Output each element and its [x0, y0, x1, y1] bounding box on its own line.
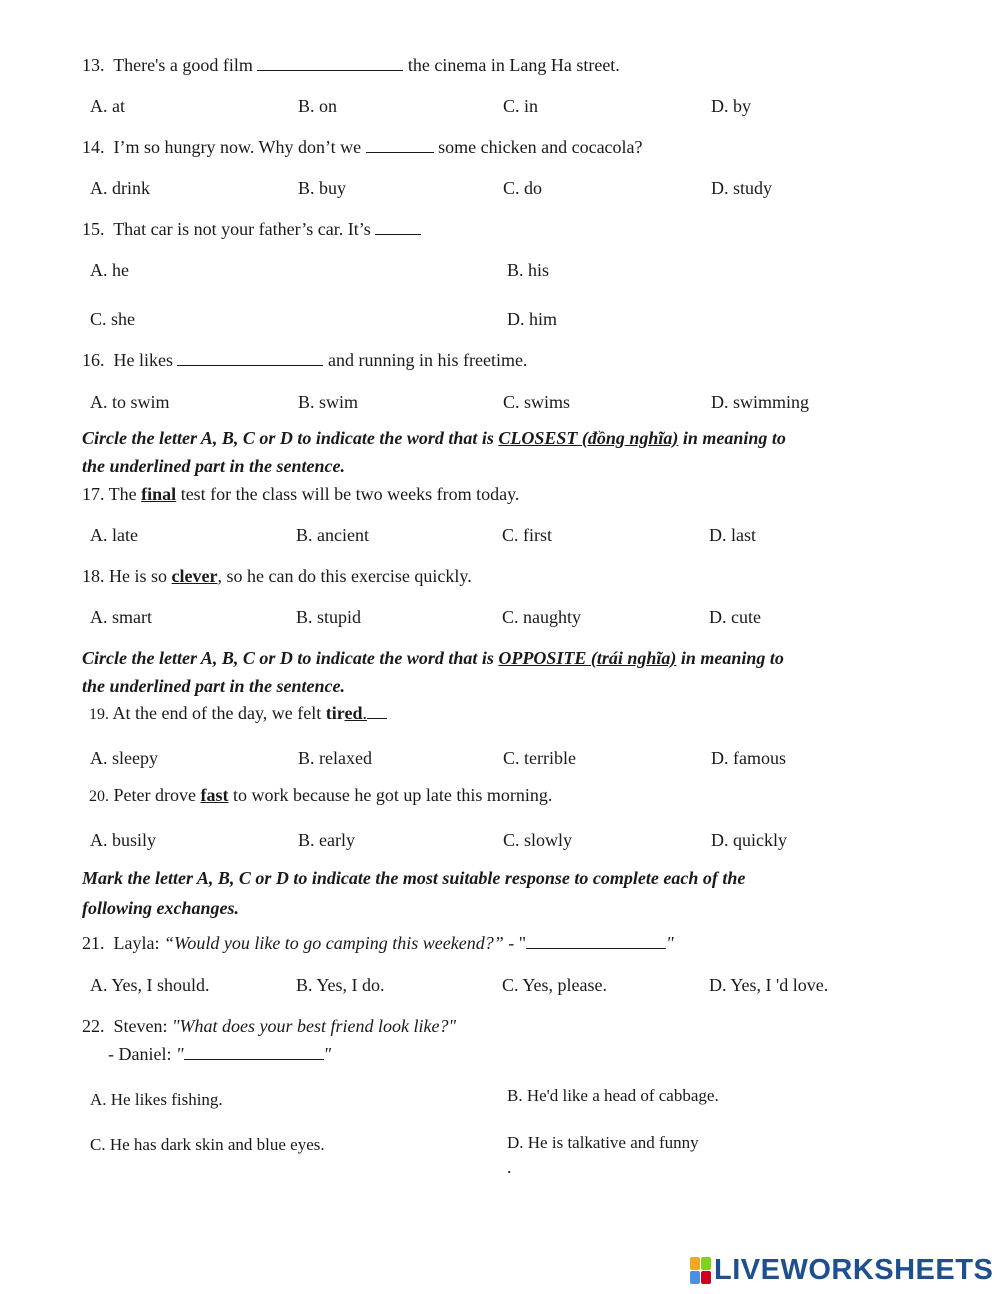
option-d[interactable]: D. swimming [711, 392, 810, 412]
underlined-word: final [141, 484, 177, 504]
trailing-period: . [507, 1157, 512, 1177]
option-a[interactable]: A. to swim [90, 392, 170, 412]
question-number: 15. [82, 219, 105, 239]
option-d[interactable]: D. Yes, I 'd love. [709, 975, 829, 995]
question-15: 15. That car is not your father’s car. It’s [82, 218, 421, 240]
question-22-reply: - Daniel: " " [108, 1044, 332, 1064]
option-b[interactable]: B. He'd like a head of cabbage. [507, 1086, 719, 1105]
option-a[interactable]: A. busily [90, 830, 157, 850]
option-c[interactable]: C. first [502, 525, 553, 545]
option-a[interactable]: A. at [90, 96, 125, 116]
option-b[interactable]: B. Yes, I do. [296, 975, 385, 995]
option-c[interactable]: C. swims [503, 392, 571, 412]
option-d[interactable]: D. last [709, 525, 756, 545]
option-b[interactable]: B. ancient [296, 525, 369, 545]
section-instruction-response: Mark the letter A, B, C or D to indicate the most suitable response to complete each of the [82, 868, 746, 888]
question-13: 13. There's a good film the cinema in Lang Ha street. [82, 55, 620, 75]
question-22 [82, 1015, 456, 1037]
option-c[interactable]: C. in [503, 96, 539, 116]
answer-blank[interactable] [177, 349, 323, 366]
option-b[interactable]: B. his [507, 260, 550, 280]
option-c[interactable]: C. do [503, 178, 543, 198]
underlined-word: fast [200, 785, 229, 805]
option-c[interactable]: C. terrible [503, 748, 576, 768]
option-d[interactable]: D. cute [709, 607, 761, 627]
option-c[interactable]: C. she [90, 309, 135, 329]
option-a[interactable]: A. drink [90, 178, 150, 198]
section-instruction-opposite: Circle the letter A, B, C or D to indicate the word that is OPPOSITE (trái nghĩa) in meaning to [82, 648, 784, 668]
speaker-name: Steven: [113, 1016, 168, 1036]
quoted-line: “Would you like to go camping this weekend?” [163, 933, 504, 953]
logo-square-1 [690, 1257, 700, 1270]
option-c[interactable]: C. slowly [503, 830, 573, 850]
option-d[interactable]: D. by [711, 96, 751, 116]
speaker-name: Layla: [113, 933, 160, 953]
logo-square-4 [701, 1271, 711, 1284]
section-instruction-response-line2: following exchanges. [82, 898, 240, 918]
question-number: 16. [82, 350, 105, 370]
emphasis-closest: CLOSEST (đồng nghĩa) [498, 428, 679, 448]
answer-blank[interactable] [375, 218, 421, 235]
section-instruction-closest-line2: the underlined part in the sentence. [82, 456, 346, 476]
emphasis-opposite: OPPOSITE (trái nghĩa) [498, 648, 677, 668]
section-instruction-closest: Circle the letter A, B, C or D to indicate the word that is CLOSEST (đồng nghĩa) in meaning to [82, 428, 786, 448]
quoted-line: "What does your best friend look like?" [172, 1016, 457, 1036]
option-a[interactable]: A. He likes fishing. [90, 1090, 223, 1109]
option-a[interactable]: A. Yes, I should. [90, 975, 210, 995]
option-d[interactable]: D. quickly [711, 830, 787, 850]
underlined-word: tir [325, 703, 345, 723]
liveworksheets-logo[interactable] [690, 1255, 993, 1285]
option-b[interactable]: B. relaxed [298, 748, 372, 768]
question-19: 19. At the end of the day, we felt tired. [89, 702, 387, 726]
section-instruction-opposite-line2: the underlined part in the sentence. [82, 676, 346, 696]
question-number: 22. [82, 1016, 105, 1036]
logo-square-3 [690, 1271, 700, 1284]
question-16: 16. He likes and running in his freetime. [82, 350, 528, 370]
answer-blank[interactable] [526, 932, 666, 949]
question-17: 17. The final test for the class will be two weeks from today. [82, 484, 520, 504]
option-a[interactable]: A. sleepy [90, 748, 158, 768]
option-b[interactable]: B. stupid [296, 607, 362, 627]
option-c[interactable]: C. He has dark skin and blue eyes. [90, 1135, 325, 1154]
option-d[interactable]: D. famous [711, 748, 786, 768]
underlined-word: clever [171, 566, 218, 586]
option-b[interactable]: B. swim [298, 392, 359, 412]
question-number: 13. [82, 55, 105, 75]
logo-text: LIVEWORKSHEETS [714, 1253, 994, 1286]
option-b[interactable]: B. on [298, 96, 338, 116]
question-21: 21. Layla: “Would you like to go camping this weekend?” - " " [82, 933, 674, 953]
option-a[interactable]: A. he [90, 260, 129, 280]
option-d[interactable]: D. study [711, 178, 773, 198]
option-d[interactable]: D. He is talkative and funny [507, 1133, 699, 1152]
option-b[interactable]: B. early [298, 830, 355, 850]
speaker-name: - Daniel: [108, 1044, 172, 1064]
option-b[interactable]: B. buy [298, 178, 347, 198]
option-a[interactable]: A. late [90, 525, 138, 545]
logo-mark-icon [690, 1257, 710, 1283]
option-a[interactable]: A. smart [90, 607, 152, 627]
option-c[interactable]: C. naughty [502, 607, 581, 627]
question-number: 14. [82, 137, 105, 157]
answer-blank[interactable] [366, 136, 434, 153]
answer-blank[interactable] [184, 1043, 324, 1060]
question-number: 19. [89, 706, 109, 723]
option-d[interactable]: D. him [507, 309, 558, 329]
question-number: 20. [89, 788, 109, 805]
question-14: 14. I’m so hungry now. Why don’t we some chicken and cocacola? [82, 137, 643, 157]
logo-square-2 [701, 1257, 711, 1270]
question-number: 21. [82, 933, 105, 953]
option-c[interactable]: C. Yes, please. [502, 975, 608, 995]
question-18: 18. He is so clever, so he can do this exercise quickly. [82, 566, 472, 586]
answer-blank[interactable] [257, 54, 403, 71]
question-20: 20. Peter drove fast to work because he got up late this morning. [89, 785, 553, 805]
